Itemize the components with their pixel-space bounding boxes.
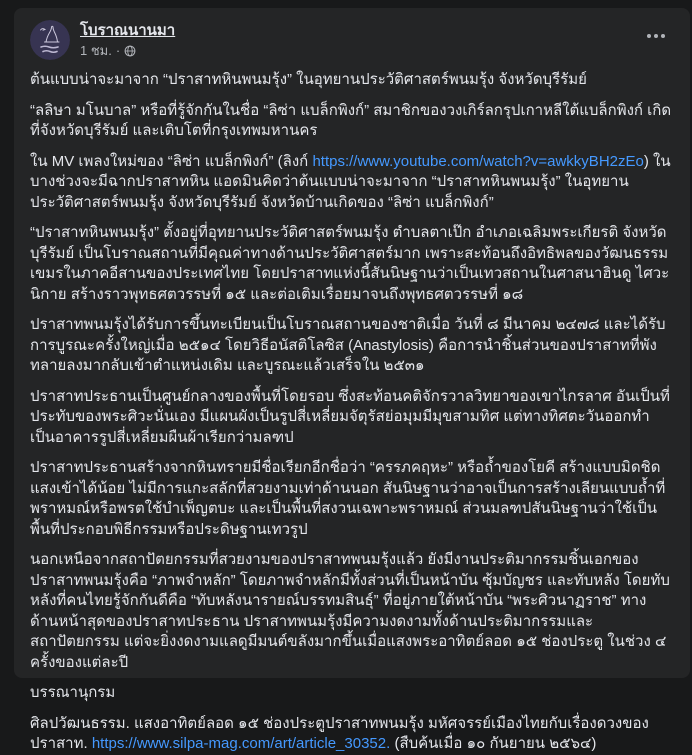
post-text-run: ปราสาทประธานเป็นศูนย์กลางของพื้นที่โดยรอบ ซึ่งสะท้อนคติจักรวาลวิทยาของเขาไกรลาศ อันเป็นที่ประทับของพระศิวะนั่นเอง มีแผนผังเป็นรูปสี่เหลี่ยมจัตุรัสย่อมุมมีมุขสามทิศ แต่ทางทิศตะวันออกทำเป็นอาคารรูปสี่เหลี่ยมผืนผ้าเรียกว่ามลฑป — [30, 388, 670, 446]
more-options-button[interactable] — [638, 18, 674, 54]
meta-separator: · — [116, 43, 120, 59]
post-paragraph — [30, 683, 674, 704]
post-text-run: ศิลปวัฒนธรรม. แสงอาทิตย์ลอด ๑๕ ช่องประตูปราสาทพนมรุ้ง มหัศจรรย์เมืองไทยกับเรื่องดวงของปราสาท. — [30, 715, 649, 753]
post-paragraph — [30, 550, 674, 673]
post-paragraph — [30, 387, 674, 449]
post-paragraph — [30, 152, 674, 214]
ellipsis-icon — [647, 34, 651, 38]
post-text-run: บรรณานุกรม — [30, 684, 115, 701]
ellipsis-icon — [661, 34, 665, 38]
post-paragraph — [30, 101, 674, 142]
post-paragraph — [30, 70, 674, 91]
post-text-run: ต้นแบบน่าจะมาจาก “ปราสาทหินพนมรุ้ง” ในอุทยานประวัติศาสตร์พนมรุ้ง จังหวัดบุรีรัมย์ — [30, 71, 587, 88]
post-text-run: ) ในบางช่วงจะมีฉากปราสาทหิน แอดมินคิดว่าต้นแบบน่าจะมาจาก “ปราสาทหินพนมรุ้ง” ในอุทยานประวัติศาสตร์พนมรุ้ง จังหวัดบุรีรัมย์ จังหวัดบ้านเกิดของ “ลิซ่า แบล็กพิงก์” — [30, 153, 671, 211]
facebook-post-card — [14, 8, 690, 678]
post-meta-line — [80, 43, 628, 59]
inline-link[interactable]: https://www.youtube.com/watch?v=awkkyBH2zEo — [312, 153, 643, 170]
page-avatar[interactable] — [30, 20, 70, 60]
post-paragraph — [30, 714, 674, 755]
page-name-link[interactable]: โบราณนานมา — [80, 21, 175, 40]
inline-link[interactable]: https://www.silpa-mag.com/art/article_30352. — [92, 735, 390, 752]
ellipsis-icon — [654, 34, 658, 38]
post-paragraph — [30, 458, 674, 540]
post-paragraph — [30, 223, 674, 305]
header-meta — [80, 20, 628, 59]
post-header — [30, 20, 674, 60]
post-text-run: นอกเหนือจากสถาปัตยกรรมที่สวยงามของปราสาทพนมรุ้งแล้ว ยังมีงานประติมากรรมชิ้นเอกของปราสาทพนมรุ้งคือ “ภาพจำหลัก” โดยภาพจำหลักมีทั้งส่วนที่เป็นหน้าบัน ซุ้มบัญชร และทับหลัง โดยทับหลังที่คนไทยรู้จักกันดีคือ “ทับหลังนารายณ์บรรทมสินธุ์” ที่อยู่ภายใต้หน้าบัน “พระศิวนาฏราช” ทางด้านหน้าสุดของปราสาทประธาน ปราสาทพนมรุ้งมีความงดงามทั้งด้านประติมากรรมและสถาปัตยกรรม แต่จะยิ่งงดงามแลดูมีมนต์ขลังมากขึ้นเมื่อแสงพระอาทิตย์ลอด ๑๕ ช่องประตู ในช่วง ๔ ครั้งของแต่ละปี — [30, 551, 670, 671]
post-text — [30, 70, 674, 755]
globe-icon — [124, 45, 136, 57]
post-text-run: ปราสาทประธานสร้างจากหินทรายมีชื่อเรียกอีกชื่อว่า “ครรภคฤหะ” หรือถ้ำของโยคี สร้างแบบมิดชิด แสงเข้าได้น้อย ไม่มีการแกะสลักที่สวยงามเท่าด้านนอก สันนิษฐานว่าอาจเป็นการสร้างเลียนแบบถ้ำที่พราหมณ์หรือพรตใช้บำเพ็ญตบะ และเป็นพื้นที่สงวนเฉพาะพราหมณ์ ส่วนมลฑปสันนิษฐานว่าใช้เป็นพื้นที่ประกอบพิธีกรรมหรือประดิษฐานเทวรูป — [30, 459, 665, 538]
post-paragraph — [30, 315, 674, 377]
page-logo-icon — [30, 20, 70, 60]
post-text-run: ใน MV เพลงใหม่ของ “ลิซ่า แบล็กพิงก์” (ลิงก์ — [30, 153, 312, 170]
post-text-run: “ปราสาทหินพนมรุ้ง” ตั้งอยู่ที่อุทยานประวัติศาสตร์พนมรุ้ง ตำบลตาเป๊ก อำเภอเฉลิมพระเกียรติ จังหวัดบุรีรัมย์ เป็นโบราณสถานที่มีคุณค่าทางด้านประวัติศาสตร์มาก เพราะสะท้อนถึงอิทธิพลของวัฒนธรรมเขมรในภาคอีสานของประเทศไทย โดยปราสาทแห่งนี้สันนิษฐานว่าเป็นเทวสถานในศาสนาฮินดู ไศวะนิกาย สร้างราวพุทธศตวรรษที่ ๑๕ และต่อเติมเรื่อยมาจนถึงพุทธศตวรรษที่ ๑๘ — [30, 224, 669, 303]
post-text-run: ปราสาทพนมรุ้งได้รับการขึ้นทะเบียนเป็นโบราณสถานของชาติเมื่อ วันที่ ๘ มีนาคม ๒๔๗๘ และได้รับการบูรณะครั้งใหญ่เมื่อ ๒๕๑๔ โดยวิธีอนัสติโลซิส (Anastylosis) คือการนำชิ้นส่วนของปราสาทที่พังทลายลงมากลับเข้าตำแหน่งเดิม และบูรณะแล้วเสร็จใน ๒๕๓๑ — [30, 316, 666, 374]
post-text-run: “ลลิษา มโนบาล” หรือที่รู้จักกันในชื่อ “ลิซ่า แบล็กพิงก์” สมาชิกของวงเกิร์ลกรุปเกาหลีใต้แบล็กพิงก์ เกิดที่จังหวัดบุรีรัมย์ และเติบโตที่กรุงเทพมหานคร — [30, 102, 671, 140]
post-text-run: (สืบค้นเมื่อ ๑๐ กันยายน ๒๕๖๔) — [390, 735, 596, 752]
post-timestamp[interactable]: 1 ชม. — [80, 43, 112, 59]
